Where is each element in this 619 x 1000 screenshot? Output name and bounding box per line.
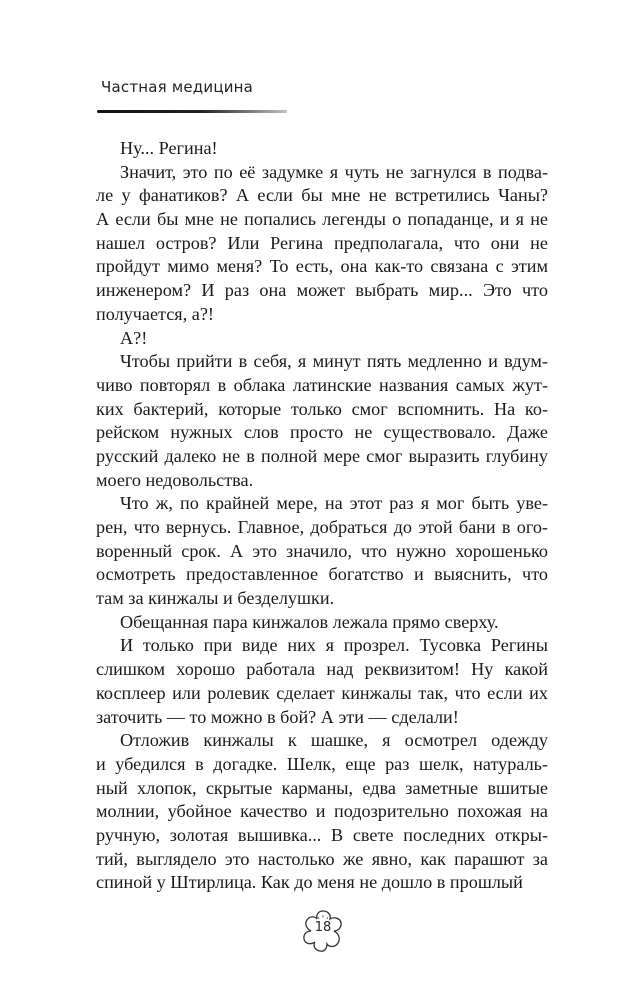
text-line: Обещанная пара кинжалов лежала прямо сверху. (120, 611, 499, 632)
text-line: моего недовольства. (96, 469, 254, 490)
text-line: русский далеко не в полной мере смог выразить глубину (96, 445, 548, 466)
text-line: ких бактерий, которые только смог вспомнить. На ко- (96, 398, 548, 419)
text-line: инженером? И раз она может выбрать мир... Это что (96, 280, 548, 301)
text-line: рен, что вернусь. Главное, добраться до этой бани в ого- (96, 517, 548, 537)
text-line: Значит, это по её задумке я чуть не загнулся в подва- (120, 161, 548, 182)
text-line: чиво повторял в облака латинские названия самых жут- (96, 374, 548, 395)
text-line: слишком хорошо работала над реквизитом! Ну какой (96, 659, 548, 680)
text-line: Отложив кинжалы к шашке, я осмотрел одежду (120, 730, 548, 751)
text-line: рейском нужных слов просто не существовало. Даже (96, 422, 548, 443)
text-line: пройдут мимо меня? То есть, она как-то связана с этим (96, 256, 548, 277)
text-line: Чтобы прийти в себя, я минут пять медленно и вдум- (120, 351, 548, 372)
text-line: косплеер или ролевик сделает кинжалы так, что если их (96, 682, 548, 703)
body-text (96, 137, 548, 895)
text-line: получается, а?! (96, 303, 214, 324)
text-line: заточить — то можно в бой? А эти — сделали! (96, 706, 459, 727)
text-line: там за кинжалы и безделушки. (96, 588, 335, 609)
text-line: Ну... Регина! (120, 138, 218, 158)
text-line: воренный срок. А это значило, что нужно хорошенько (96, 540, 548, 561)
text-line: ле у фанатиков? А если бы мне не встретились Чаны? (96, 185, 548, 206)
page-number: 18 (314, 920, 332, 935)
text-line: Что ж, по крайней мере, на этот раз я мог быть уве- (120, 493, 548, 514)
text-line: тий, выглядело это настолько же явно, как парашют за (96, 848, 548, 869)
text-line: осмотреть предоставленное богатство и выяснить, что (96, 564, 548, 585)
text-line: молнии, убойное качество и подозрительно похожая на (96, 801, 548, 822)
text-line: А?! (120, 327, 148, 348)
header-underline (97, 110, 287, 113)
text-line: И только при виде них я прозрел. Тусовка Регины (120, 635, 548, 656)
text-line: спиной у Штирлица. Как до меня не дошло в прошлый (96, 872, 523, 893)
text-line: ный хлопок, скрытые карманы, едва заметные вшитые (96, 777, 548, 798)
text-line: ручную, золотая вышивка... В свете последних откры- (96, 824, 548, 845)
text-line: и убедился в догадке. Шелк, еще раз шелк, натураль- (96, 753, 548, 774)
text-line: нашел остров? Или Регина предполагала, что они не (96, 232, 548, 253)
text-line: А если бы мне не попались легенды о попаданце, и я не (96, 209, 548, 230)
page-number-badge (298, 906, 348, 956)
running-header: Частная медицина (101, 78, 254, 96)
